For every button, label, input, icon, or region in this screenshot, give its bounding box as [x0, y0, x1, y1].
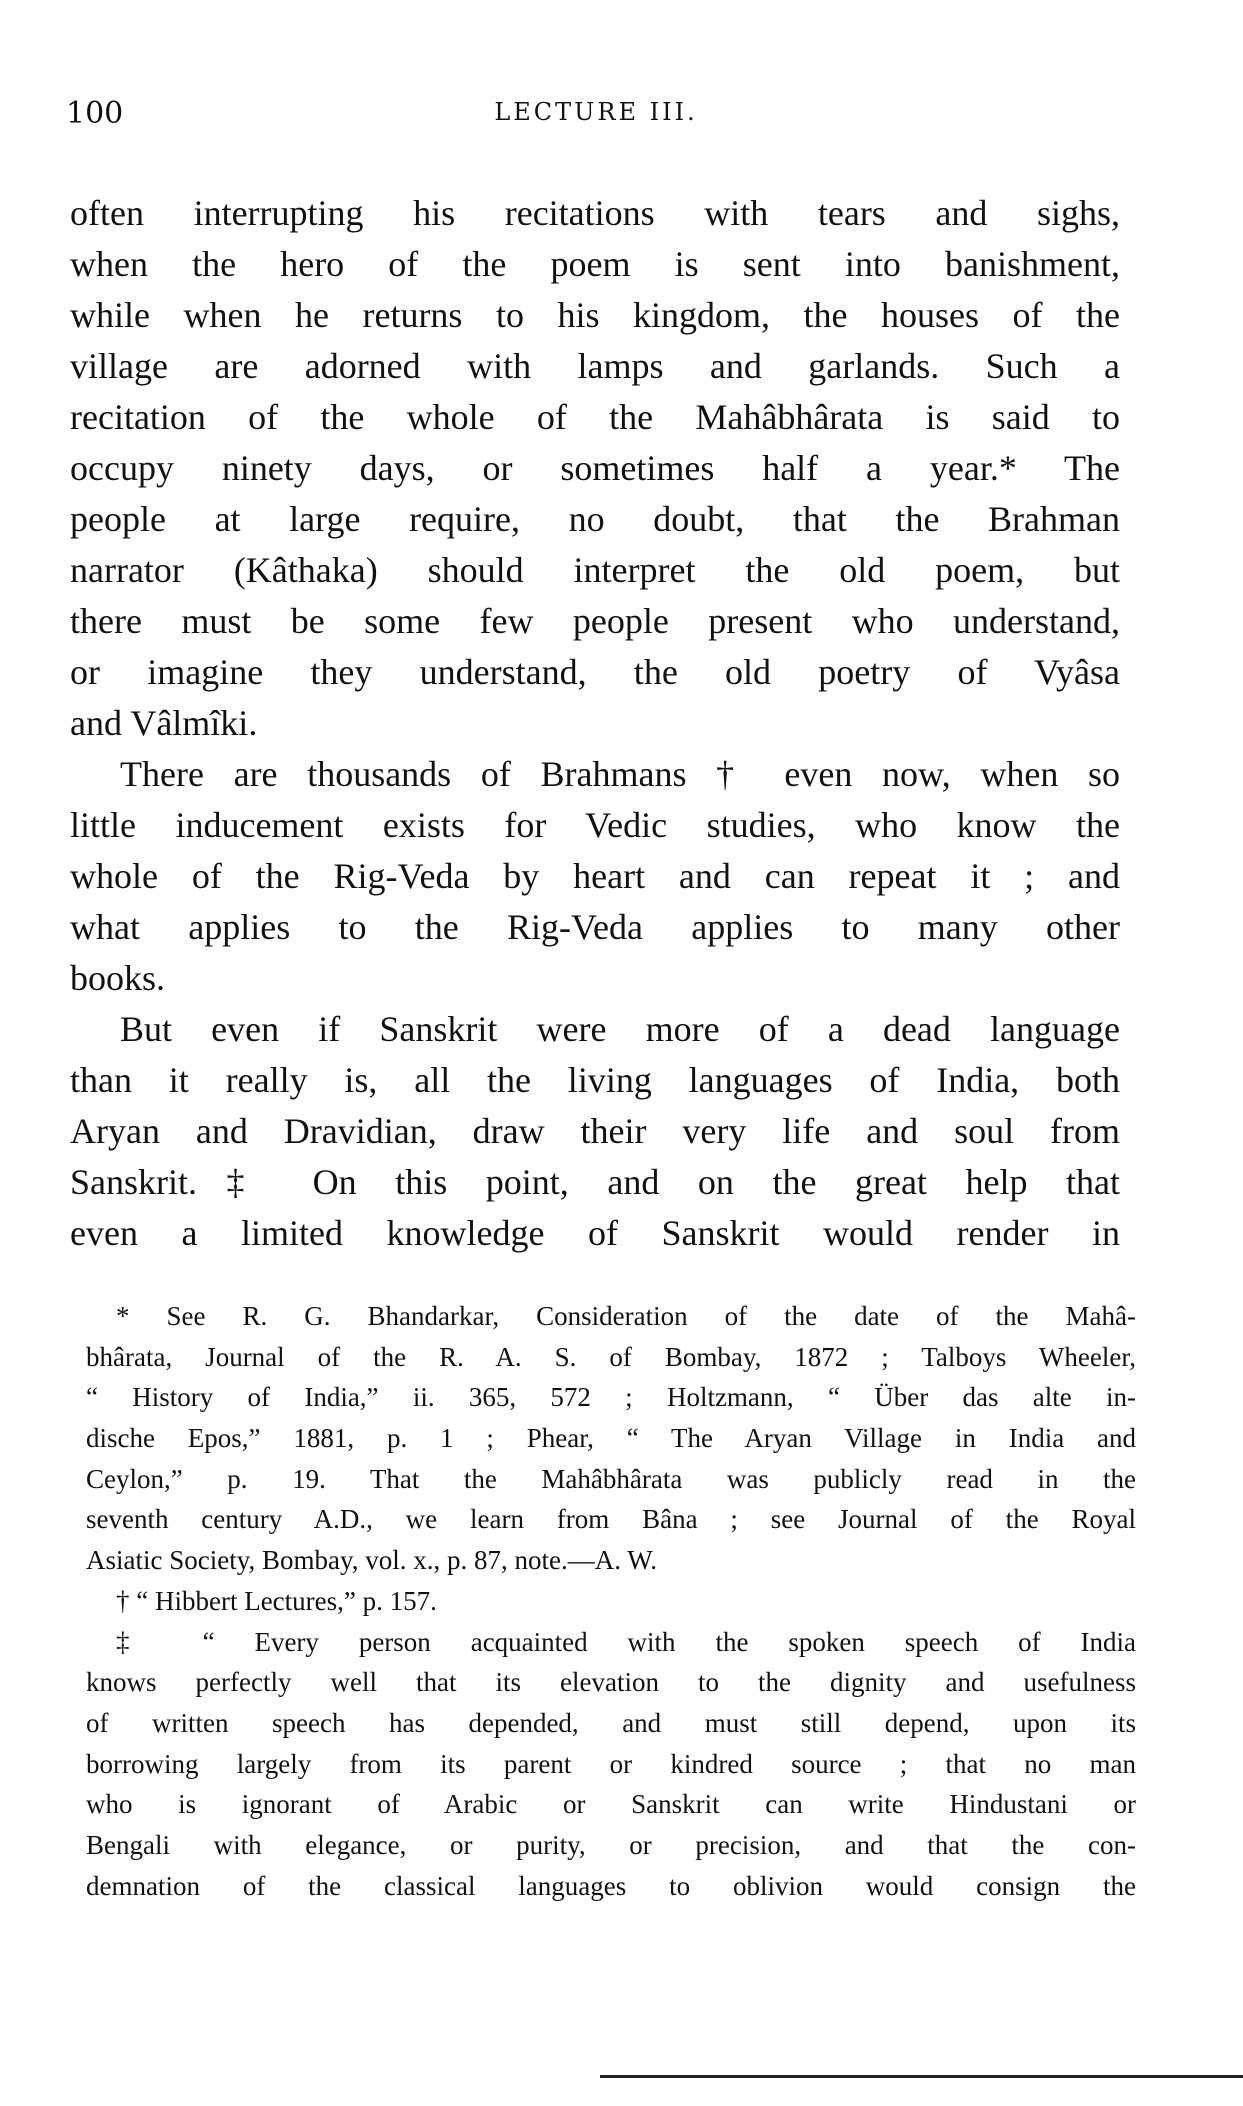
body-line: whole of the Rig-Veda by heart and can repeat it ; and [70, 856, 1120, 896]
body-line: while when he returns to his kingdom, the houses of the [70, 295, 1120, 335]
footnotes [86, 1296, 1136, 1906]
body-line: narrator (Kâthaka) should interpret the old poem, but [70, 550, 1120, 590]
body-line: when the hero of the poem is sent into banishment, [70, 244, 1120, 284]
bottom-rule [600, 2075, 1243, 2078]
footnote-line: Bengali with elegance, or purity, or precision, and that the con- [86, 1829, 1136, 1860]
footnote-line: “ History of India,” ii. 365, 572 ; Holtzmann, “ Über das alte in- [86, 1382, 1136, 1413]
body-line: or imagine they understand, the old poetry of Vyâsa [70, 652, 1120, 692]
footnote-line: ‡ “ Every person acquainted with the spoken speech of India [116, 1626, 1136, 1657]
footnote-line: borrowing largely from its parent or kindred source ; that no man [86, 1748, 1136, 1779]
footnote-line: of written speech has depended, and must still depend, upon its [86, 1707, 1136, 1738]
body-line: often interrupting his recitations with tears and sighs, [70, 193, 1120, 233]
footnote-line: who is ignorant of Arabic or Sanskrit can write Hindustani or [86, 1789, 1136, 1820]
body-text [70, 188, 1120, 1259]
body-line: people at large require, no doubt, that the Brahman [70, 499, 1120, 539]
body-line: occupy ninety days, or sometimes half a year.* The [70, 448, 1120, 488]
footnote-line: seventh century A.D., we learn from Bâna ; see Journal of the Royal [86, 1504, 1136, 1535]
body-line: books. [70, 958, 166, 998]
footnote-line: dische Epos,” 1881, p. 1 ; Phear, “ The Aryan Village in India and [86, 1423, 1136, 1454]
footnote-line: demnation of the classical languages to oblivion would consign the [86, 1870, 1136, 1901]
body-line: recitation of the whole of the Mahâbhârata is said to [70, 397, 1120, 437]
footnote-line: bhârata, Journal of the R. A. S. of Bombay, 1872 ; Talboys Wheeler, [86, 1341, 1136, 1372]
body-line: little inducement exists for Vedic studies, who know the [70, 805, 1120, 845]
body-line: village are adorned with lamps and garlands. Such a [70, 346, 1120, 386]
body-line: even a limited knowledge of Sanskrit would render in [70, 1213, 1120, 1253]
body-line: Aryan and Dravidian, draw their very life and soul from [70, 1111, 1120, 1151]
footnote-line: Asiatic Society, Bombay, vol. x., p. 87, note.—A. W. [86, 1545, 657, 1576]
footnote-line: * See R. G. Bhandarkar, Consideration of the date of the Mahâ- [116, 1301, 1136, 1331]
footnote-line: knows perfectly well that its elevation to the dignity and usefulness [86, 1667, 1136, 1698]
body-line: what applies to the Rig-Veda applies to many other [70, 907, 1120, 947]
body-line: than it really is, all the living languages of India, both [70, 1060, 1120, 1100]
footnote-line: † “ Hibbert Lectures,” p. 157. [116, 1585, 437, 1616]
page-header [66, 96, 1126, 136]
footnote-line: Ceylon,” p. 19. That the Mahâbhârata was publicly read in the [86, 1463, 1136, 1494]
body-line: there must be some few people present who understand, [70, 601, 1120, 641]
page-number: 100 [66, 96, 124, 131]
body-line: There are thousands of Brahmans † even now, when so [120, 754, 1120, 794]
body-line: Sanskrit.‡ On this point, and on the great help that [70, 1162, 1120, 1202]
body-line: and Vâlmîki. [70, 703, 258, 743]
body-line: But even if Sanskrit were more of a dead language [120, 1009, 1120, 1049]
running-head: LECTURE III. [494, 98, 698, 126]
